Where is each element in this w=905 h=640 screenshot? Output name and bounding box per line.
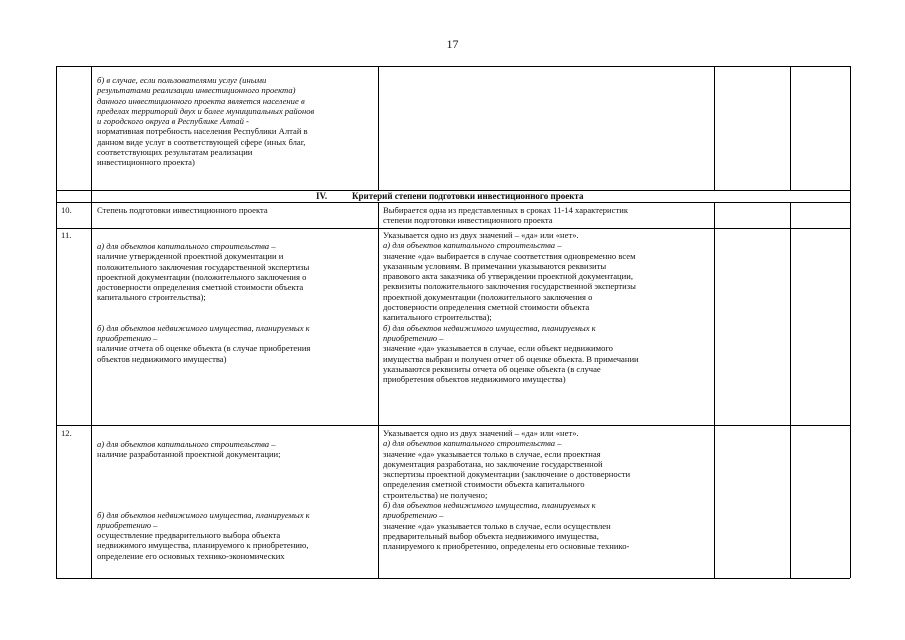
row-10-line: Выбирается одна из представленных в сроках 11-14 характеристик [383,205,629,215]
row-10-criterion: Степень подготовки инвестиционного проекта [97,205,268,215]
row-11-line: значение «да» указывается в случае, если объект недвижимого [383,343,613,354]
table-col-divider [378,66,379,190]
row-11-description [383,230,709,384]
row-11-line: приобретения объектов недвижимого имущества) [383,374,566,385]
row-11-line: значение «да» выбирается в случае соответствия одновременно всем [383,250,636,261]
row-12-line: документация разработана, но заключение государственной [383,458,603,469]
table-col-divider [790,66,791,190]
page-number: 17 [446,37,459,51]
prev-row-line: и городского округа в Республике Алтай - [97,116,249,127]
table-col-divider [378,202,379,578]
row-12-line: экспертизы проектной документации (заключение о достоверности [383,469,631,480]
row-11-line: объектов недвижимого имущества) [97,353,227,364]
row-11-criterion [97,241,373,364]
row-11-b-heading: приобретению – [97,333,158,344]
prev-row-line: пределах территорий двух и более муниципальных районов [97,105,315,116]
row-11-line: проектной документации (положительного заключения о [383,291,593,302]
row-11-line: проектной документации (положительного заключения о [97,271,307,282]
row-11-line: имущества выбран и получен отчет об оценке объекта. В примечании [383,353,639,364]
table-border-right [850,66,851,578]
row-12-a-heading: а) для объектов капитального строительства – [97,439,276,449]
row-11-intro: Указывается одно из двух значений – «да» или «нет». [383,230,579,240]
row-12-line: значение «да» указывается только в случае, если проектная [383,448,601,459]
table-border-bottom [56,578,850,579]
section-title: Критерий степени подготовки инвестиционного проекта [352,191,584,201]
table-col-divider [91,66,92,578]
row-12-line: недвижимого имущества, планируемого к приобретению, [97,540,309,551]
prev-row-line: б) в случае, если пользователями услуг (иными [97,75,267,85]
row-12-line: значение «да» указывается только в случае, если осуществлен [383,520,611,531]
row-12-b-heading: приобретению – [383,510,444,521]
row-11-line: указанным условиям. В примечании указываются реквизиты [383,260,607,271]
row-11-a-heading: а) для объектов капитального строительства – [97,241,276,251]
row-12-line: планируемого к приобретению, определены его основные технико- [383,541,630,552]
table-row-divider [56,228,850,229]
table-row-divider [56,425,850,426]
table-row-divider [56,202,850,203]
row-12-line: наличие разработанной проектной документации; [97,449,281,460]
row-12-description [383,428,709,552]
row-11-line: реквизиты положительного заключения государственной экспертизы [383,281,636,292]
row-12-b-heading: б) для объектов недвижимого имущества, планируемых к [97,509,310,520]
row-11-line: указываются реквизиты отчета об оценке объекта (в случае [383,363,601,374]
row-12-criterion [97,439,373,561]
row-10-description [383,205,709,226]
row-number: 12. [61,428,72,438]
row-11-line: достоверности определения сметной стоимости объекта [97,282,304,293]
prev-row-line: соответствующих результатам реализации [97,147,253,158]
table-border-left [56,66,57,578]
prev-row-line: данного инвестиционного проекта является население в [97,95,305,106]
table-border-top [56,66,850,67]
table-col-divider [714,66,715,190]
row-12-line: определение его основных технико-экономических [97,550,285,561]
row-11-b-heading: б) для объектов недвижимого имущества, планируемых к [383,322,596,333]
row-11-line: капитального строительства); [383,312,492,323]
row-12-b-heading: приобретению – [97,519,158,530]
prev-row-line: нормативная потребность населения Республики Алтай в [97,126,308,137]
row-number: 11. [61,230,72,240]
row-11-a-heading: а) для объектов капитального строительства – [383,240,562,251]
row-11-line: капитального строительства); [97,292,206,303]
table-col-divider [714,202,715,578]
row-12-a-heading: а) для объектов капитального строительства – [383,438,562,449]
row-11-b-heading: б) для объектов недвижимого имущества, планируемых к [97,322,310,333]
row-10-line: степени подготовки инвестиционного проекта [383,215,553,226]
row-11-line: правового акта заказчика об утверждении проектной документации, [383,271,633,282]
row-12-intro: Указывается одно из двух значений – «да» или «нет». [383,428,579,438]
row-11-line: наличие утвержденной проектной документации и [97,251,284,262]
prev-row-line: инвестиционного проекта) [97,157,195,168]
prev-row-text [97,75,373,168]
row-12-b-heading: б) для объектов недвижимого имущества, планируемых к [383,500,596,511]
section-number: IV. [316,191,328,201]
row-11-line: достоверности определения сметной стоимости объекта [383,302,590,313]
row-12-line: строительства) не получено; [383,489,488,500]
row-11-line: положительного заключения государственной экспертизы [97,261,310,272]
prev-row-line: данном виде услуг в соответствующей сфере (иных благ, [97,136,306,147]
row-11-line: наличие отчета об оценке объекта (в случае приобретения [97,343,311,354]
row-number: 10. [61,205,72,215]
row-12-line: предварительный выбор объекта недвижимого имущества, [383,530,599,541]
row-12-line: осуществление предварительного выбора объекта [97,530,281,541]
table-col-divider [790,202,791,578]
prev-row-line: результатами реализации инвестиционного проекта) [97,85,296,96]
row-12-line: определения сметной стоимости объекта капитального [383,479,585,490]
row-11-b-heading: приобретению – [383,332,444,343]
